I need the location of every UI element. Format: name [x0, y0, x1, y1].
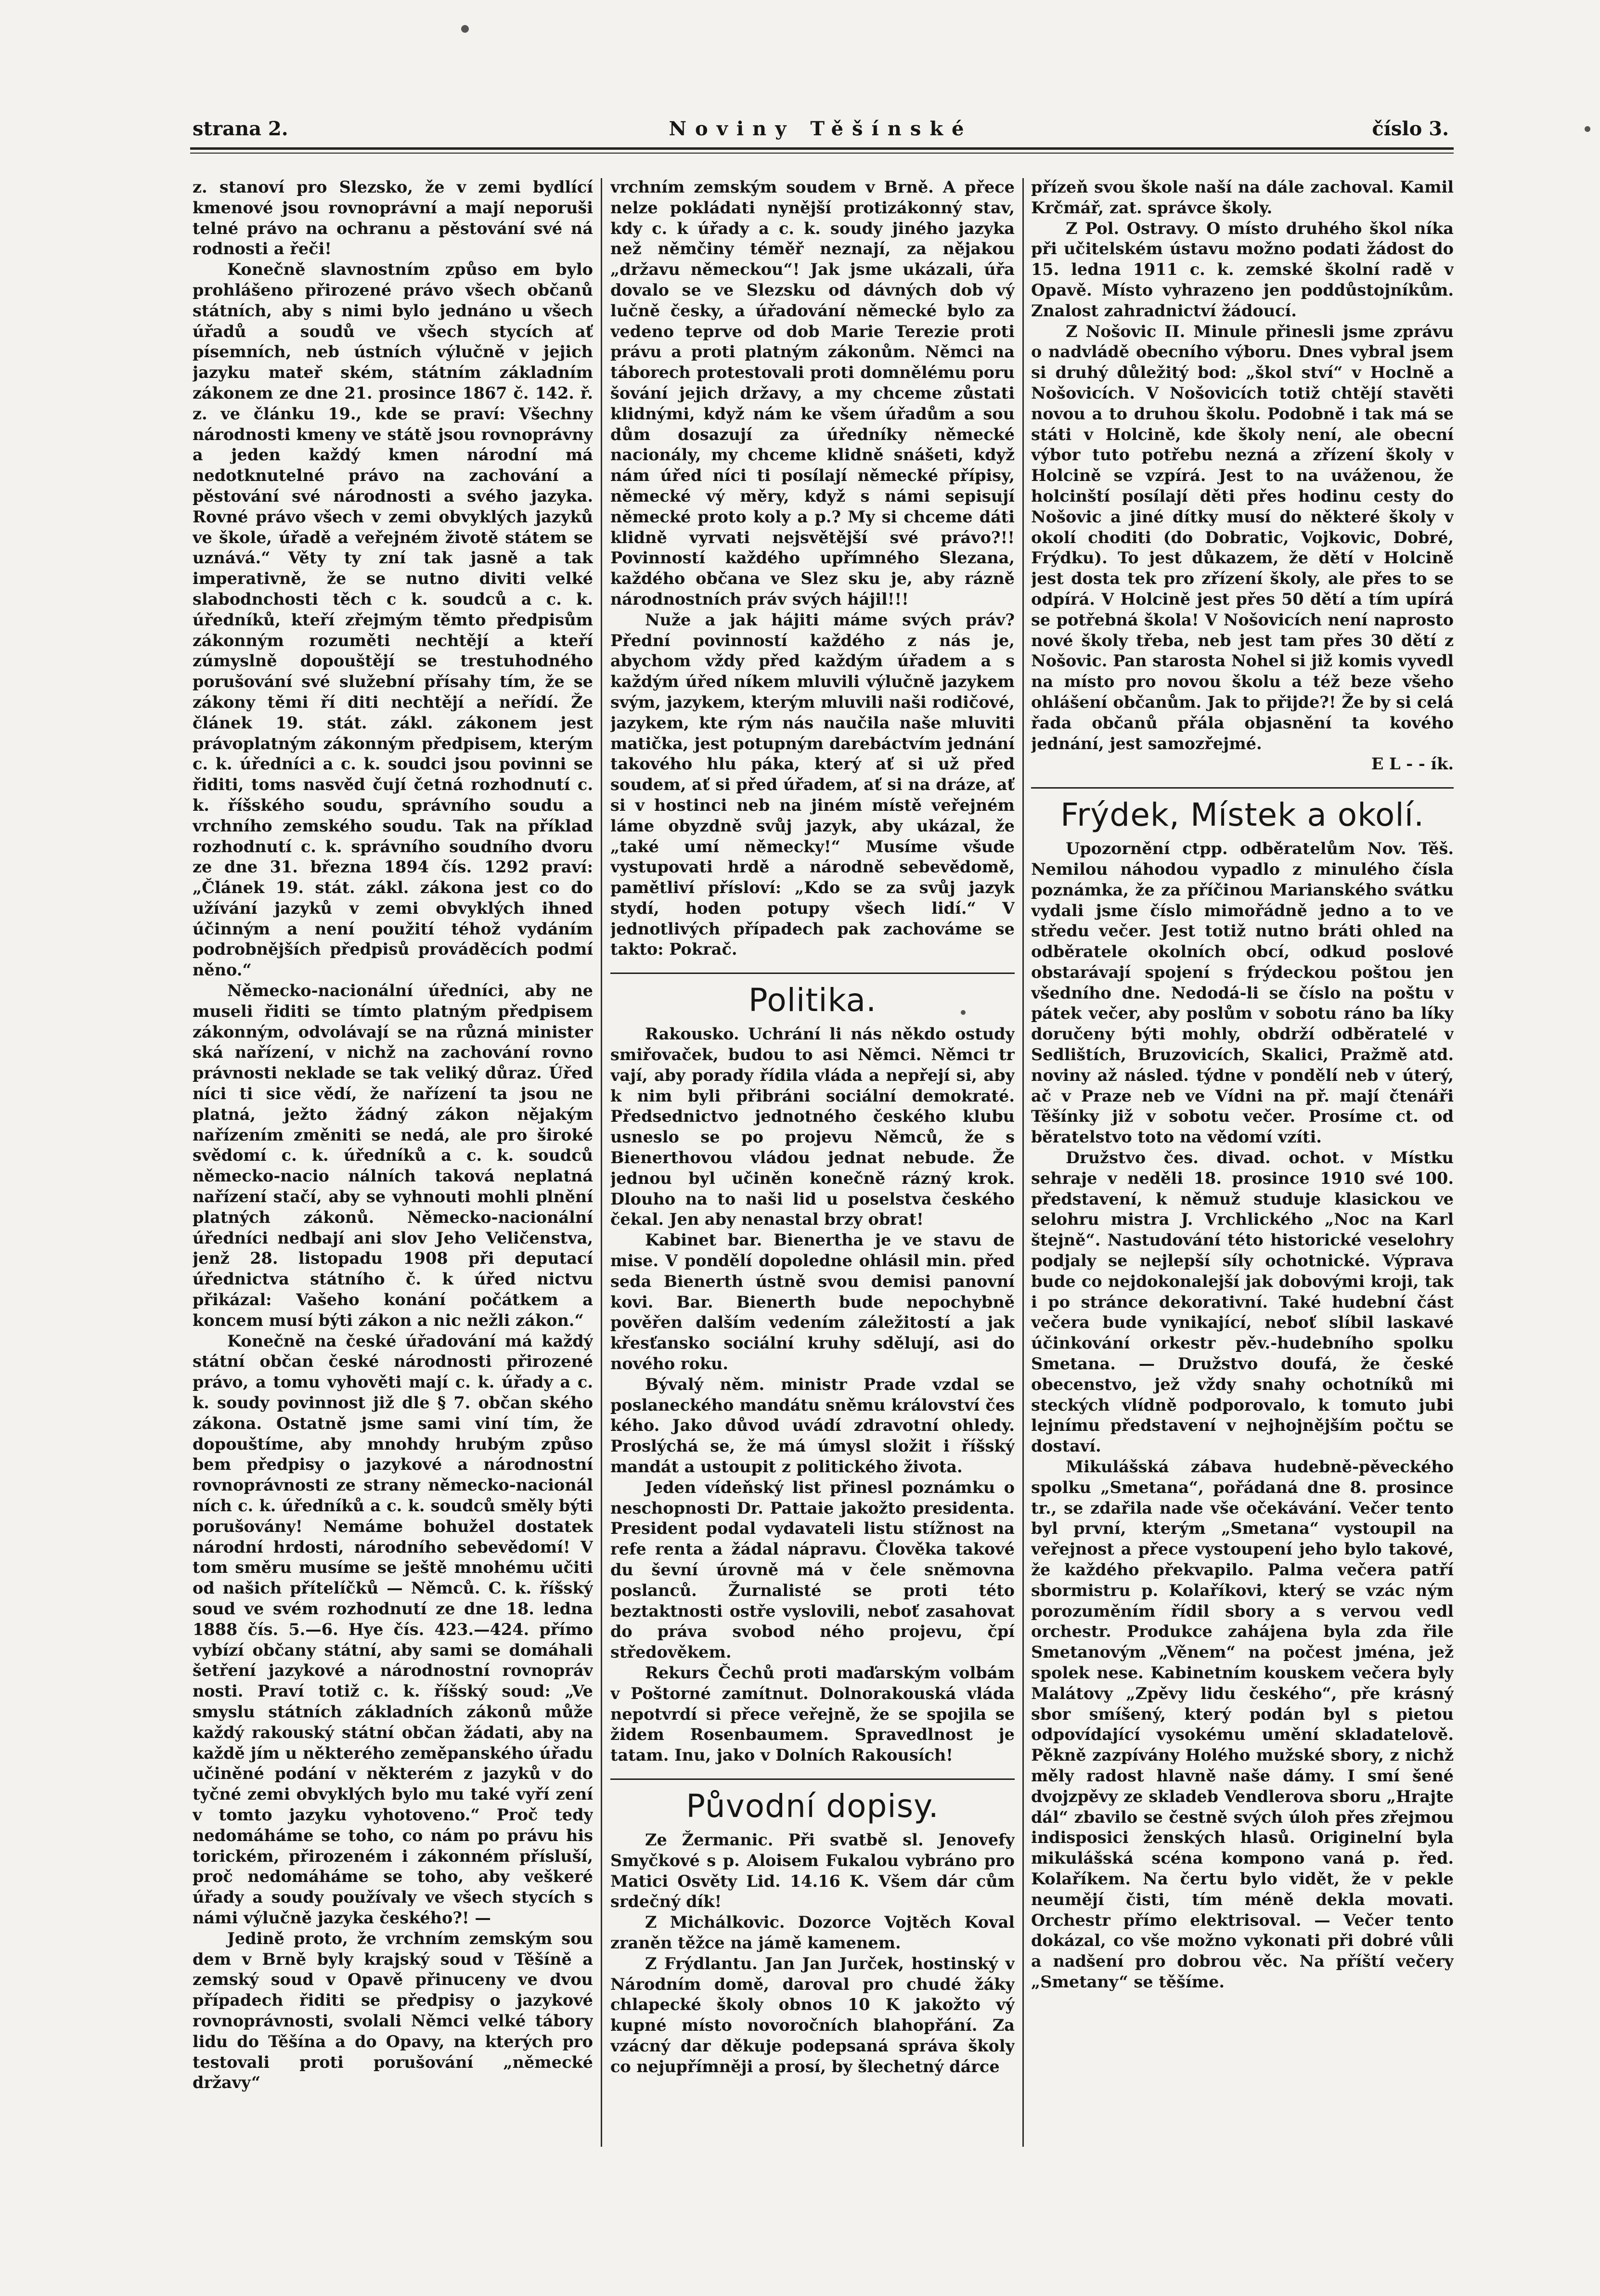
speck — [461, 25, 469, 33]
masthead-title: Noviny Těšínské — [669, 117, 973, 140]
article-druzstvo: Družstvo čes. divad. ochot. v Místku sehraje v neděli 18. prosince 1910 své 100. představení, k němuž studuje klasickou ve selohru mistra J. Vrchlického „Noc na Karl štejně“. Nastudování této historické veselohry podjaly se nejlepší síly ochotnické. Výprava bude co nejdokonalejší jak dobovými kroji, tak i po stránce dekorativní. Také hudební část večera bude vynikající, neboť slíbil laskavé účinkování orkestr pěv.-hudebního spolku Smetana. — Družstvo doufá, že české obecenstvo, jež vždy snahy ochotníků mi steckých vlídně podporovalo, k tomuto jubi lejnímu představení v nejhojnějším počtu se dostaví. — [1031, 1148, 1454, 1456]
paragraph: z. stanoví pro Slezsko, že v zemi bydlící kmenové jsou rovnoprávní a mají neporuši telné právo na ochranu a pěstování své ná rodnosti a řeči! — [193, 178, 593, 259]
speck — [961, 1010, 966, 1015]
paragraph: přízeň svou škole naší na dále zachoval. Kamil Krčmář, zat. správce školy. — [1031, 178, 1454, 217]
paragraph: Rekurs Čechů proti maďarským volbám v Poštorné zamítnut. Dolnorakouská vláda nepotvrdí si přece veřejně, že se spojila se židem Rosenbaumem. Spravedlnost je tatam. Inu, jako v Dolních Rakousích! — [610, 1663, 1015, 1765]
letter-pol-ostrava: Z Pol. Ostravy. O místo druhého škol níka při učitelském ústavu možno podati žádost do 15. ledna 1911 c. k. zemské školní radě v Opavě. Místo vyhrazeno jen poddůstojníkům. Znalost zahradnictví žádoucí. — [1031, 219, 1454, 320]
section-heading-frydek-mistek: Frýdek, Místek a okolí. — [1031, 787, 1454, 835]
article-rakousko: Rakousko. Uchrání li nás někdo ostudy smiřovaček, budou to asi Němci. Němci tr vají, aby porady řídila vláda a nepřejí si, aby k nim byli přibráni sociální demokraté. Předsednictvo jednotného českého klubu usneslo se po projevu Němců, že s Bienerthovou vládou jednat nebude. Že jednou byl učiněn konečně rázný krok. Dlouho na to naši lid u poselstva českého čekal. Jen aby nenastal brzy obrat! — [610, 1025, 1015, 1229]
issue-number: číslo 3. — [1372, 117, 1449, 140]
page-number: strana 2. — [193, 117, 288, 140]
paragraph: Jeden vídeňský list přinesl poznámku o neschopnosti Dr. Pattaie jakožto presidenta. President podal vydavateli listu stížnost na refe renta a žádal nápravu. Člověka takové du ševní úrovně má v čele sněmovna poslanců. Žurnalisté se proti této beztaktnosti ostře vyslovili, neboť zasahovat do práva svobod ného projevu, čpí středověkem. — [610, 1478, 1015, 1662]
paragraph: Konečně na české úřadování má každý státní občan české národnosti přirozené právo, a tomu vyhověti mají c. k. úřady a c. k. soudy povinnost již dle § 7. občan ského zákona. Ostatně jsme sami viní tím, že dopouštíme, aby mnohdy hrubým způso bem předpisy o jazykové a národnostní rovnoprávnosti ze strany německo-nacionál ních c. k. úředníků a c. k. soudců směly býti porušovány! Nemáme bohužel dostatek národní hrdosti, národního sebevědomí! V tom směru musíme se ještě mnohému učiti od našich přítelíčků — Němců. C. k. říšský soud ve svém rozhodnutí ze dne 18. ledna 1888 čís. 5.—6. Hye čís. 423.—424. přímo vybízí občany státní, aby sami se domáhali šetření jazykové a národnostní rovnopráv nosti. Praví totiž c. k. říšský soud: „Ve smyslu státních základních zákonů může každý rakouský státní občan žádati, aby na každě jím u některého zeměpanského úřadu učiněné podání v některém z jazyků v do tyčné zemi obvyklých bylo mu také vyří zení v tomto jazyku vyhotoveno.“ Proč tedy nedomáháme se toho, co nám po právu his torickém, přirozeném i zákonném přísluší, proč nedomáháme se toho, aby veškeré úřady a soudy používaly ve všech stycích s námi výlučně jazyka českého?! — — [193, 1331, 593, 1927]
paragraph: Nuže a jak hájiti máme svých práv? Přední povinností každého z nás je, abychom vždy před každým úřadem a s každým úřed níkem mluvili výlučně jazykem svým, jazykem, kterým mluvili naši rodičové, jazykem, kte rým nás naučila naše mluviti matička, jest potupným darebáctvím jednání takového hlu páka, který ať si už před soudem, ať si před úřadem, ať si na dráze, ať si v hostinci neb na jiném místě veřejném láme obyzdně svůj jazyk, aby ukázal, že „také umí německy!“ Musíme všude vystupovati hrdě a národně sebevědomě, pamětliví přísloví: „Kdo se za svůj jazyk stydí, hoden potupy všech lidí.“ V jednotlivých případech pak zachováme se takto: Pokrač. — [610, 610, 1015, 959]
column-1 — [193, 177, 593, 2141]
paragraph: Jedině proto, že vrchním zemským sou dem v Brně byly krajský soud v Těšíně a zemský soud v Opavě přinuceny ve dvou případech řiditi se předpisy o jazykové rovnoprávnosti, svolali Němci velké tábory lidu do Těšína a do Opavy, na kterých pro testovali proti porušování „německé državy“ — [193, 1929, 593, 2092]
speck — [1585, 126, 1590, 132]
paragraph: Konečně slavnostním způso em bylo prohlášeno přirozené právo všech občanů státních, aby s nimi bylo jednáno u všech úřadů a soudů ve všech stycích ať písemních, neb ústních výlučně v jejich jazyku mateř ském, státním základním zákonem ze dne 21. prosince 1867 č. 142. ř. z. ve článku 19., kde se praví: Všechny národnosti kmeny ve státě jsou rovnoprávny a jeden každý kmen národní má nedotknutelné právo na zachování a pěstování své národnosti a svého jazyka. Rovné právo všech v zemi obvyklých jazyků ve škole, úřadě a veřejném životě státem se uznává.“ Věty ty zní tak jasně a tak imperativně, že se nutno diviti velké slabodnchosti těch c k. soudců a c. k. úředníků, kteří zřejmým těmto předpisům zákonným rozuměti nechtějí a kteří zúmyslně dopouštějí se trestuhodného porušování své služební přísahy tím, že se zákony těmi ří diti nechtějí a neřídí. Že článek 19. stát. zákl. zákonem jest právoplatným zákonným předpisem, kterým c. k. úředníci a c. k. soudci jsou povinni se řiditi, toms nasvěd čují četná rozhodnutí c. k. říšského soudu, správního soudu a vrchního zemského soudu. Tak na příklad rozhodnutí c. k. správního soudního dvoru ze dne 31. března 1894 čís. 1292 praví: „Článek 19. stát. zákl. zákona jest co do užívání jazyků v zemi obvyklých ihned účinným a není použití téhož vydáním podrobnějších předpisů prováděcích podmí něno.“ — [193, 260, 593, 980]
article-mikulasska-zabava: Mikulášská zábava hudebně-pěveckého spolku „Smetana“, pořádaná dne 8. prosince tr., se zdařila nade vše očekávání. Večer tento byl první, kterým „Smetana“ vystoupil na veřejnost a přece vystoupení jeho bylo takové, že každého překvapilo. Palma večera patří sbormistru p. Kolaříkovi, který se vzác ným porozuměním řídil sbory a s vervou vedl orchestr. Produkce zahájena byla zda řile Smetanovým „Věnem“ na počest jména, jež spolek nese. Kabinetním kouskem večera byly Malátovy „Zpěvy lidu českého“, pře krásný sbor smíšený, který podán byl s pietou odpovídající vysokému umění skladatelově. Pěkně zazpívány Holého mužské sbory, z nichž měly radost hlavně naše dámy. I smí šené dvojzpěvy ze skladeb Vendlerova sboru „Hrajte dál“ zbavilo se čestně svých úloh přes zřejmou indisposici ženských hlasů. Originelní byla mikulášská scéna kompono vaná p. řed. Kolaříkem. Na čertu bylo vidět, že v pekle neumějí čisti, tím méně dekla movati. Orchestr přímo elektrisoval. — Večer tento dokázal, co vše možno vykonati při dobré vůli a nadšení pro dobrou věc. Na příští večery „Smetany“ se těšíme. — [1031, 1457, 1454, 1991]
paragraph: vrchním zemským soudem v Brně. A přece nelze pokládati nynější protizákonný stav, kdy c. k úřady a c. k. soudy jiného jazyka než němčiny téměř neznají, za nějakou „državu německou“! Jak jsme ukázali, úřa dovalo se ve Slezsku od dávných dob vý lučně česky, a úřadování německé bylo za vedeno teprve od dob Marie Terezie proti právu a proti platným zákonům. Němci na táborech protestovali proti domnělému poru šování jejich državy, a my chceme zůstati klidnými, když nám ke všem úřadům a sou dům dosazují za úředníky německé nacionály, my chceme klidně snášeti, když nám úřed níci ti posílají německé přípisy, německé vý měry, když s námi sepisují německé proto koly a p.? My si chceme dáti klidně vyrvati nejsvětější své právo?!! Povinností každého upřímného Slezana, každého občana ve Slez sku je, aby rázně národnostních práv svých hájil!!! — [610, 178, 1015, 609]
section-heading-puvodni-dopisy: Původní dopisy. — [610, 1778, 1015, 1826]
signature: E L - - ík. — [1371, 754, 1454, 774]
header-rule — [190, 147, 1454, 150]
letter-michalkovice: Z Michálkovic. Dozorce Vojtěch Koval zraněn těžce na jámě kamenem. — [610, 1913, 1015, 1952]
paragraph: Německo-nacionální úředníci, aby ne museli řiditi se tímto platným předpisem zákonným, odvolávají se na různá minister ská nařízení, v nichž na zachování rovno právnosti neklade se tak veliký důraz. Úřed níci ti sice vědí, že nařízení ta jsou ne platná, ježto žádný zákon nějakým nařízením změniti se nedá, ale pro široké svědomí c. k. úředníků a c. k. soudců německo-nacio nálních taková neplatná nařízení stačí, aby se vyhnouti mohli plnění platných zákonů. Německo-nacionální úředníci nedbají ani slov Jeho Veličenstva, jenž 28. listopadu 1908 při deputací úřednictva státního č. k úřed nictvu přikázal: Vašeho konání počátkem a koncem musí býti zákon a nic nežli zákon.“ — [193, 981, 593, 1330]
paragraph: Kabinet bar. Bienertha je ve stavu de mise. V pondělí dopoledne ohlásil min. před seda Bienerth ústně svou demisi panovní kovi. Bar. Bienerth bude nepochybně pověřen dalším vedením záležitostí a jak křesťansko sociální kruhy sdělují, asi do nového roku. — [610, 1231, 1015, 1374]
letter-nosovice: Z Nošovic II. Minule přinesli jsme zprávu o nadvládě obecního výboru. Dnes vybral jsem si druhý důležitý bod: „škol ství“ v Hoclně a Nošovicích. V Nošovicích totiž chtějí stavěti novou a to druhou školu. Podobně i tak má se státi v Holcině, kde školy není, ale obecní výbor tuto potřebu nezná a zřízení školy v Holcině se vzpírá. Jest to na uváženou, že holcinští posílají děti přes hodinu cesty do Nošovic a jiné dítky musí do některé školy v okolí choditi (do Dobratic, Vojkovic, Dobré, Frýdku). To jest důkazem, že dětí v Holcině jest dosta tek pro zřízení školy, ale přes to se odpírá. V Holcině jest přes 50 dětí a tím upírá se potřebná škola! V Nošovicích není naprosto nové školy třeba, neb jest tam přes 30 dětí z Nošovic. Pan starosta Nohel si již komis vyvedl na místo pro novou školu a též beze všeho ohlášení občanům. Jak to přijde?! Že by si celá řada občanů přála objasnění ta kového jednání, jest samozřejmé. — [1031, 322, 1454, 753]
paragraph: Bývalý něm. ministr Prade vzdal se poslaneckého mandátu sněmu království čes kého. Jako důvod uvádí zdravotní ohledy. Proslýchá se, že má úmysl složit i říšský mandát a ustoupit z politického života. — [610, 1375, 1015, 1477]
column-3 — [1031, 177, 1454, 2141]
letter-zermanice: Ze Žermanic. Při svatbě sl. Jenovefy Smyčkové s p. Aloisem Fukalou vybráno pro Matici Osvěty Lid. 14.16 K. Všem dár cům srdečný dík! — [610, 1830, 1015, 1911]
column-divider — [1022, 178, 1024, 2147]
page-header — [193, 115, 1449, 143]
section-heading-politika: Politika. — [610, 973, 1015, 1020]
column-divider — [601, 178, 602, 2147]
notice-subscribers: Upozornění ctpp. odběratelům Nov. Těš. Nemilou náhodou vypadlo z minulého čísla poznámka, že za příčinou Marianského svátku vydali jsme číslo mimořádně jedno a to ve středu večer. Jest totiž nutno bráti ohled na odběratele okolních obcí, odkud poslové obstarávají spojení s frýdeckou poštou jen všedního dne. Nedodá-li se číslo na poštu v pátek večer, aby poslům v sobotu ráno ba líky doručeny býti mohly, obdrží odběratelé v Sedlištích, Bruzovicích, Skalici, Pražmě atd. noviny až násled. týdne v pondělí neb v úterý, ač v Praze neb ve Vídni na př. mají čtenáři Těšínky již v sobotu večer. Prosíme ct. od běratelstvo toto na vědomí vzíti. — [1031, 839, 1454, 1147]
header-rule-thin — [190, 153, 1454, 154]
letter-frydlant: Z Frýdlantu. Jan Jan Jurček, hostinský v Národním domě, daroval pro chudé žáky chlapecké školy obnos 10 K jakožto vý kupné místo novoročních blahopřání. Za vzácný dar děkuje podepsaná správa školy co nejupřímněji a prosí, by šlechetný dárce — [610, 1954, 1015, 2076]
column-2 — [610, 177, 1015, 2141]
